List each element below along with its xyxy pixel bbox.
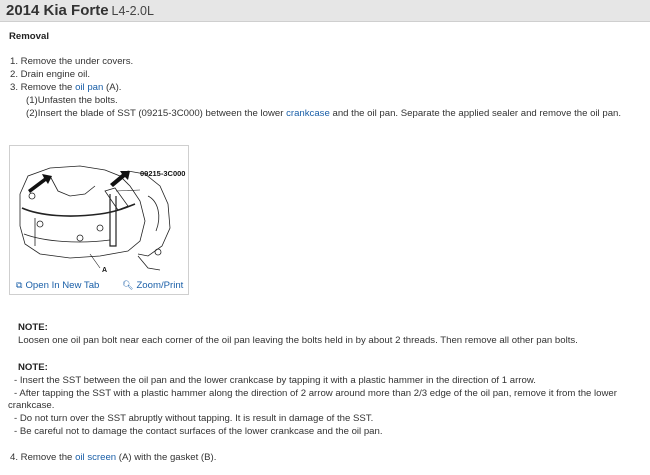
note-2-bullet-2: - After tapping the SST with a plastic hammer along the direction of 2 arrow around more than 2/3 edge of the oil pan, remove it from the lower [14,388,617,399]
step-3-suffix: (A). [103,82,122,93]
step-4-suffix: (A) with the gasket (B). [116,452,217,463]
step-3-text: 3. Remove the [10,82,76,93]
vehicle-title [6,2,154,19]
callout-a-label: A [102,267,108,274]
open-tab-label: Open In New Tab [25,280,100,291]
arrow-1-icon [28,174,52,193]
step-1: 1. Remove the under covers. [10,56,134,67]
substep-1: (1)Unfasten the bolts. [26,95,118,106]
open-tab-icon: ⧉ [16,280,23,290]
oil-screen-link[interactable]: oil screen [75,452,117,463]
note-1-text: Loosen one oil pan bolt near each corner of the oil pan leaving the bolts held in by about 2 threads. Then remove all other pan bolts. [18,335,578,346]
vehicle-name: 2014 Kia Forte [6,2,109,19]
step-4-text: 4. Remove the [10,452,76,463]
zoom-print-button[interactable] [122,280,183,291]
sst-part-label: 09215-3C000 [140,169,186,178]
step-3 [10,82,121,93]
zoom-label: Zoom/Print [136,280,184,291]
figure-actions [10,277,188,295]
note-2-bullet-2-continued: crankcase. [8,400,55,411]
figure-box [9,145,189,295]
oil-pan-link[interactable]: oil pan [75,82,104,93]
substep-2-suffix: and the oil pan. Separate the applied sealer and remove the oil pan. [329,108,622,119]
note-2-title: NOTE: [18,362,48,373]
section-title: Removal [9,31,49,42]
substep-2-text: (2)Insert the blade of SST (09215-3C000) between the lower [26,108,287,119]
oil-pan-diagram[interactable] [10,146,188,276]
substep-2 [26,108,621,119]
note-2-bullet-3: - Do not turn over the SST abruptly without tapping. It is result in damage of the SST. [14,413,374,424]
crankcase-link[interactable]: crankcase [286,108,330,119]
step-2: 2. Drain engine oil. [10,69,90,80]
note-2-bullet-1: - Insert the SST between the oil pan and the lower crankcase by tapping it with a plastic hammer in the direction of 1 arrow. [14,375,536,386]
zoom-icon: 🔍︎ [122,280,134,290]
open-in-new-tab-button[interactable] [16,280,99,291]
page-header [0,0,650,22]
engine-label: L4-2.0L [111,4,154,18]
step-4 [10,452,216,463]
note-2-bullet-4: - Be careful not to damage the contact surfaces of the lower crankcase and the oil pan. [14,426,383,437]
note-1-title: NOTE: [18,322,48,333]
